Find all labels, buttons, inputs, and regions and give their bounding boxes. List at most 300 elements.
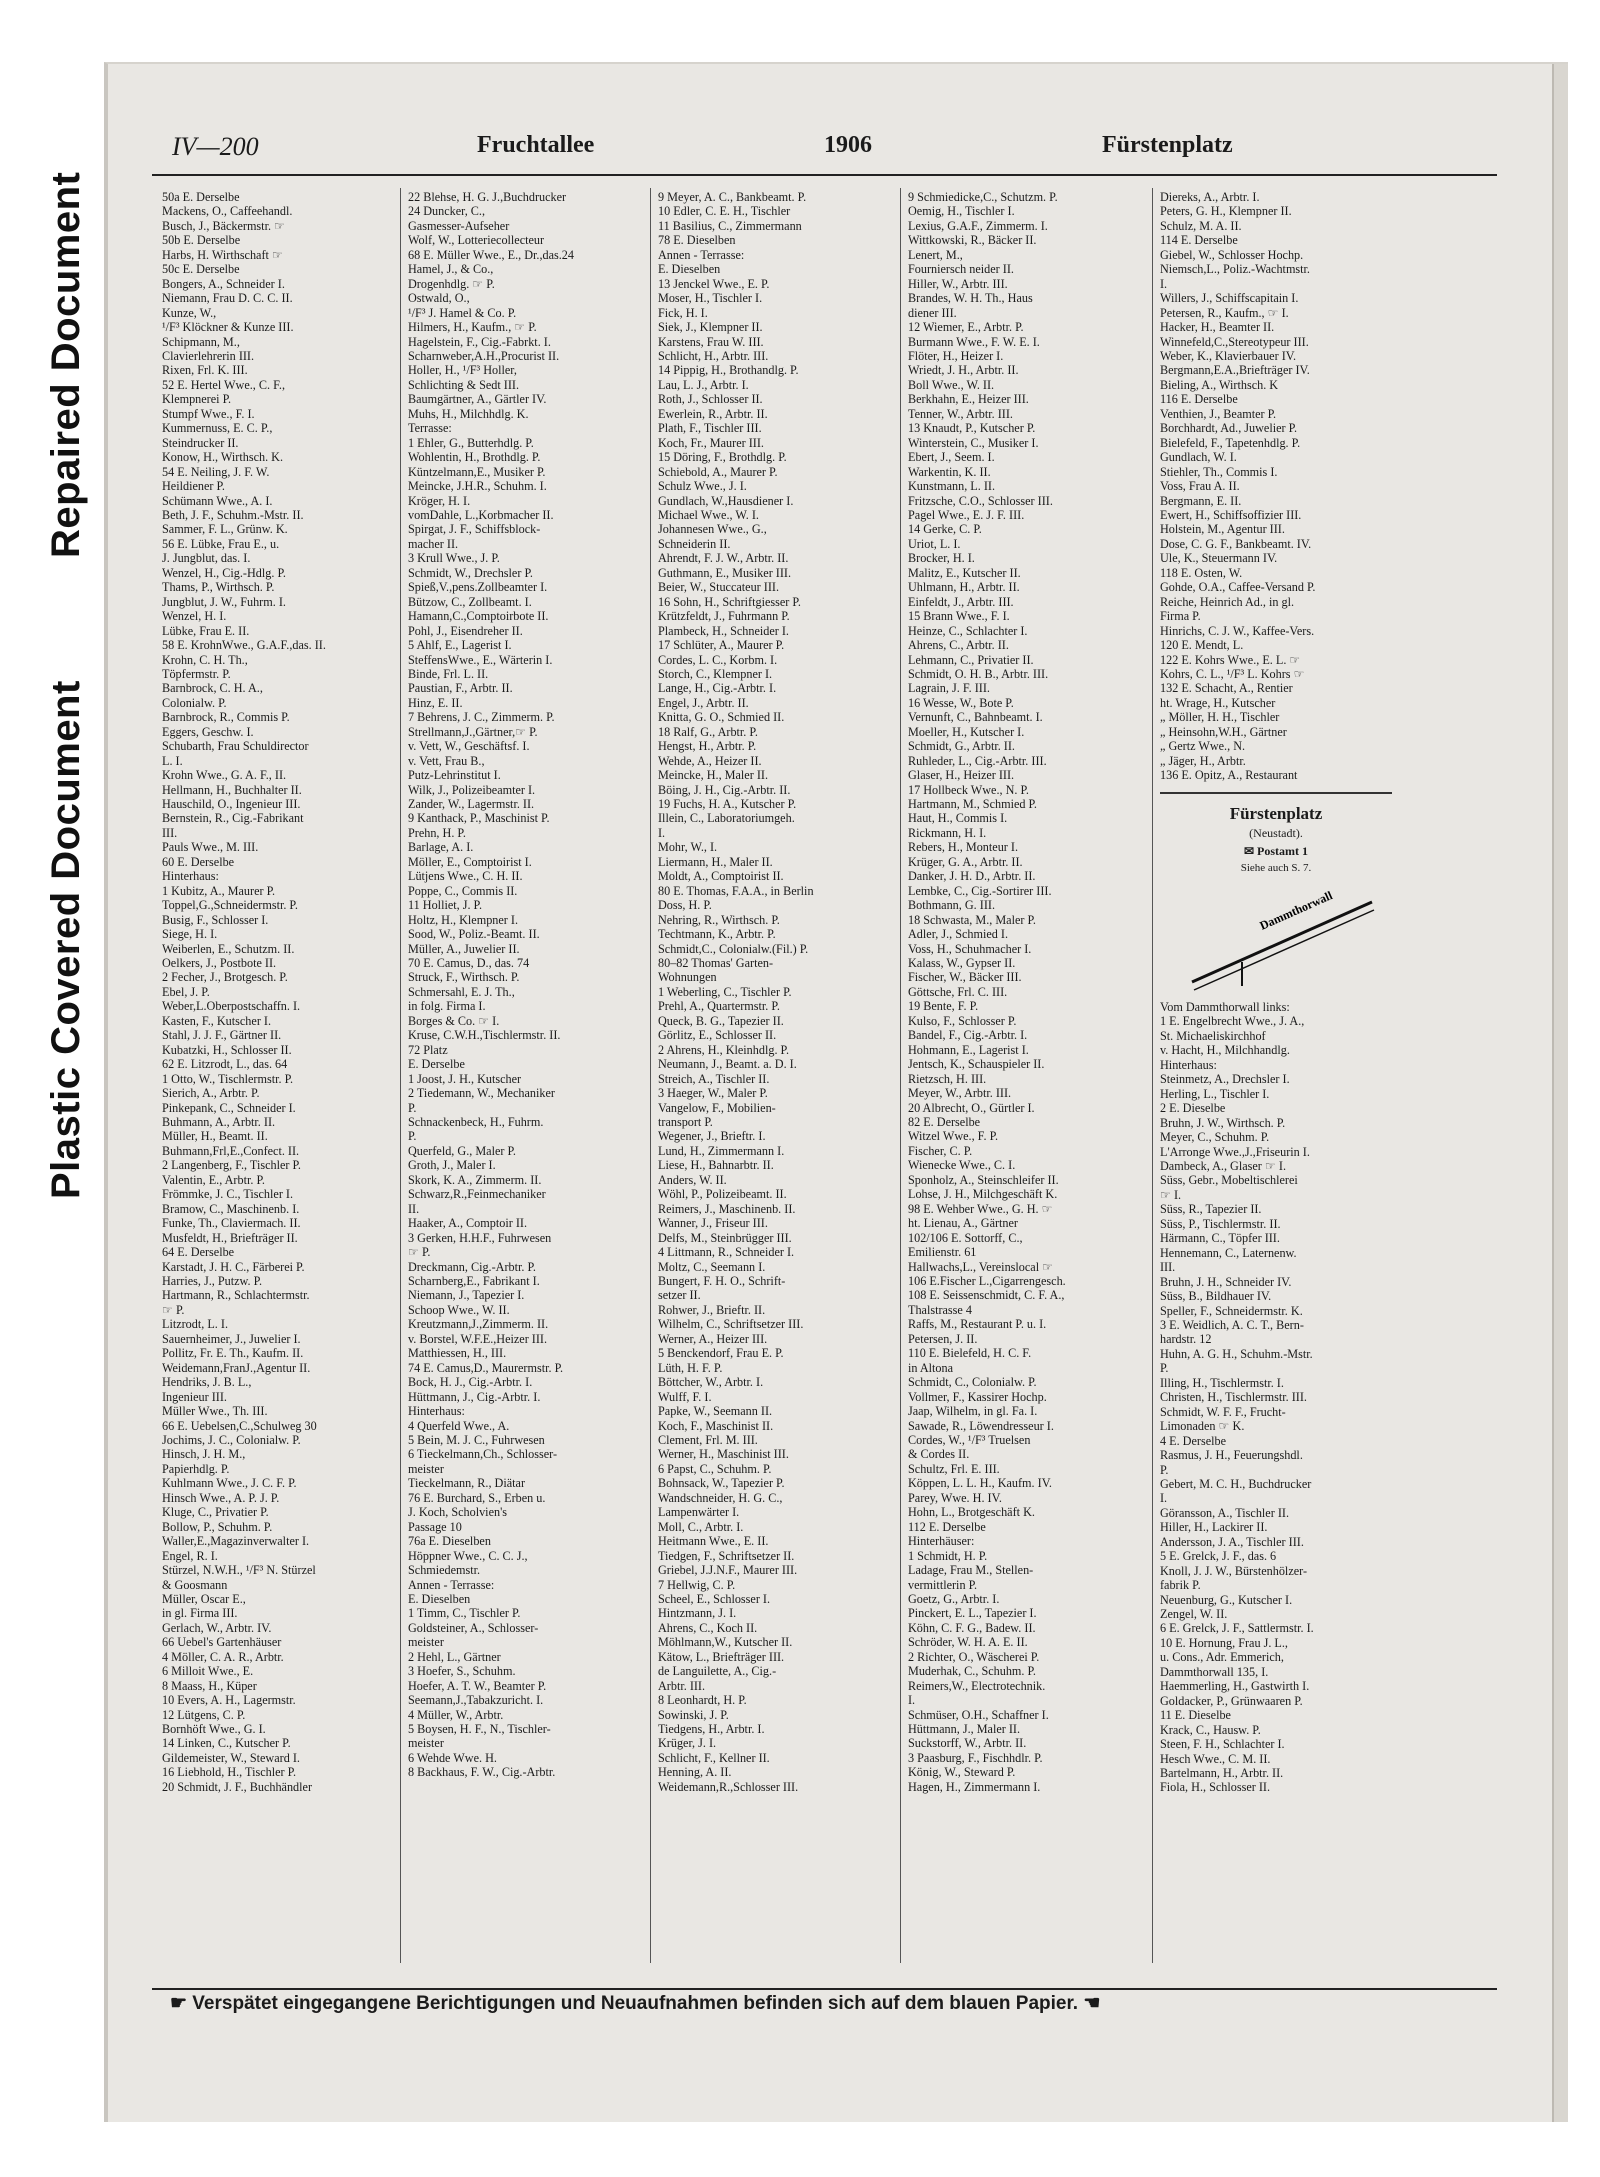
directory-entry: Knoll, J. J. W., Bürstenhölzer-	[1160, 1563, 1308, 1578]
directory-entry: Scharnberg,E., Fabrikant I.	[408, 1273, 540, 1288]
directory-entry: SteffensWwe., E., Wärterin I.	[408, 652, 553, 667]
directory-entry: Cordes, L. C., Korbm. I.	[658, 652, 778, 667]
directory-entry: Klempnerei P.	[162, 392, 232, 407]
directory-entry: Parey, Wwe. H. IV.	[908, 1490, 1002, 1505]
directory-entry: 118 E. Osten, W.	[1160, 565, 1243, 580]
street-map-sketch	[1172, 882, 1382, 992]
directory-entry: Querfeld, G., Maler P.	[408, 1143, 516, 1158]
directory-entry: Illing, H., Tischlermstr. I.	[1160, 1375, 1284, 1390]
directory-entry: Emilienstr. 61	[908, 1245, 977, 1260]
directory-entry: III.	[1160, 1260, 1176, 1275]
directory-entry: Sierich, A., Arbtr. P.	[162, 1086, 260, 1101]
directory-entry: Kulso, F., Schlosser P.	[908, 1013, 1017, 1028]
directory-entry: Hinterhaus:	[1160, 1057, 1217, 1072]
directory-entry: I.	[1160, 1491, 1168, 1506]
directory-entry: 18 Ralf, G., Arbtr. P.	[658, 724, 758, 739]
directory-entry: Hohn, L., Brotgeschäft K.	[908, 1505, 1035, 1520]
directory-entry: Pauls Wwe., M. III.	[162, 840, 259, 855]
directory-entry: 16 Wesse, W., Bote P.	[908, 695, 1014, 710]
directory-entry: Paustian, F., Arbtr. II.	[408, 681, 513, 696]
directory-entry: Holtz, H., Klempner I.	[408, 912, 518, 927]
column-3	[658, 190, 898, 1794]
directory-entry: J. Jungblut, das. I.	[162, 551, 251, 566]
directory-entry: Hinterhäuser:	[908, 1534, 975, 1549]
directory-entry: Witzel Wwe., F. P.	[908, 1129, 999, 1144]
directory-entry: 6 E. Grelck, J. F., Sattlermstr. I.	[1160, 1621, 1314, 1636]
directory-entry: Rietzsch, H. III.	[908, 1071, 987, 1086]
directory-entry: Lange, H., Cig.-Arbtr. I.	[658, 681, 777, 696]
directory-entry: Zander, W., Lagermstr. II.	[408, 797, 535, 812]
directory-entry: Stiehler, Th., Commis I.	[1160, 464, 1278, 479]
directory-entry: Ahrens, C., Arbtr. II.	[908, 638, 1009, 653]
directory-entry: Liese, H., Bahnarbtr. II.	[658, 1158, 774, 1173]
directory-entry: setzer II.	[658, 1288, 701, 1303]
directory-entry: Andersson, J. A., Tischler III.	[1160, 1534, 1304, 1549]
directory-entry: 16 Sohn, H., Schriftgiesser P.	[658, 594, 801, 609]
directory-entry: Reimers, J., Maschinenb. II.	[658, 1201, 796, 1216]
directory-entry: 14 Pippig, H., Brothandlg. P.	[658, 363, 799, 378]
column-divider	[1152, 188, 1153, 1963]
directory-entry: 5 Benckendorf, Frau E. P.	[658, 1346, 784, 1361]
directory-entry: Hüttmann, J., Cig.-Arbtr. I.	[408, 1389, 541, 1404]
directory-entry: Hoefer, A. T. W., Beamter P.	[408, 1678, 547, 1693]
directory-entry: Hintzmann, J. I.	[658, 1606, 737, 1621]
directory-entry: 20 Albrecht, O., Gürtler I.	[908, 1100, 1035, 1115]
directory-entry: 2 Langenberg, F., Tischler P.	[162, 1158, 301, 1173]
directory-entry: hardstr. 12	[1160, 1332, 1212, 1347]
directory-entry: Boll Wwe., W. II.	[908, 377, 995, 392]
directory-entry: Bützow, C., Zollbeamt. I.	[408, 594, 532, 609]
directory-entry: Hiller, H., Lackirer II.	[1160, 1520, 1268, 1535]
directory-entry: Reiche, Heinrich Ad., in gl.	[1160, 594, 1295, 609]
directory-entry: Scharnweber,A.H.,Procurist II.	[408, 348, 560, 363]
directory-entry: Hiller, W., Arbtr. III.	[908, 276, 1008, 291]
directory-entry: Haaker, A., Comptoir II.	[408, 1216, 527, 1231]
directory-entry: Harries, J., Putzw. P.	[162, 1273, 263, 1288]
directory-entry: Schmidt, C., Colonialw. P.	[908, 1375, 1037, 1390]
directory-entry: Barnbrock, C. H. A.,	[162, 681, 263, 696]
directory-entry: 76 E. Burchard, S., Erben u.	[408, 1490, 546, 1505]
directory-entry: Venthien, J., Beamter P.	[1160, 406, 1277, 421]
directory-entry: P.	[408, 1100, 417, 1115]
directory-entry: Oelkers, J., Postbote II.	[162, 956, 277, 971]
directory-entry: Schneiderin II.	[658, 536, 731, 551]
directory-entry: Flöter, H., Heizer I.	[908, 348, 1004, 363]
directory-entry: Möhlmann,W., Kutscher II.	[658, 1635, 793, 1650]
directory-entry: Holler, H., ¹/F³ Holler,	[408, 363, 517, 378]
directory-entry: Wienecke Wwe., C. I.	[908, 1158, 1016, 1173]
directory-entry: Rohwer, J., Brieftr. II.	[658, 1302, 766, 1317]
directory-entry: Muhs, H., Milchhdlg. K.	[408, 406, 529, 421]
directory-entry: Bielefeld, F., Tapetenhdlg. P.	[1160, 435, 1301, 450]
directory-entry: Poppe, C., Commis II.	[408, 883, 518, 898]
directory-entry: 17 Schlüter, A., Maurer P.	[658, 638, 785, 653]
directory-entry: III.	[162, 825, 178, 840]
directory-entry: Schmüser, O.H., Schaffner I.	[908, 1707, 1049, 1722]
footer-rule	[152, 1988, 1497, 1990]
directory-entry: Peters, G. H., Klempner II.	[1160, 204, 1292, 219]
directory-entry: 50b E. Derselbe	[162, 233, 241, 248]
directory-entry: Skork, K. A., Zimmerm. II.	[408, 1172, 542, 1187]
directory-entry: Buhmann, A., Arbtr. II.	[162, 1115, 276, 1129]
directory-entry: Küntzelmann,E., Musiker P.	[408, 464, 546, 479]
directory-entry: 8 Leonhardt, H. P.	[658, 1693, 747, 1708]
directory-entry: Schulz, M. A. II.	[1160, 218, 1242, 233]
directory-entry: Höppner Wwe., C. C. J.,	[408, 1548, 528, 1563]
directory-entry: Kruse, C.W.H.,Tischlermstr. II.	[408, 1028, 561, 1043]
directory-entry: Brocker, H. I.	[908, 551, 975, 566]
directory-entry: Rixen, Frl. K. III.	[162, 363, 248, 378]
directory-entry: Wenzel, H., Cig.-Hdlg. P.	[162, 565, 286, 580]
directory-entry: König, W., Steward P.	[908, 1765, 1016, 1780]
directory-entry: Binde, Frl. L. II.	[408, 666, 489, 681]
footer-notice: ☛ Verspätet eingegangene Berichtigungen und Neuaufnahmen befinden sich auf dem blauen Papier. ☚	[170, 1993, 1101, 2014]
directory-entry: Illein, C., Laboratoriumgeh.	[658, 811, 795, 826]
directory-entry: Steindrucker II.	[162, 435, 239, 450]
directory-entry: 2 E. Dieselbe	[1160, 1101, 1226, 1116]
directory-entry: 122 E. Kohrs Wwe., E. L. ☞	[1160, 652, 1301, 667]
directory-entry: P.	[408, 1129, 417, 1144]
directory-entry: Lütjens Wwe., C. H. II.	[408, 869, 523, 884]
directory-entry: Wegener, J., Brieftr. I.	[658, 1129, 766, 1144]
directory-entry: Haut, H., Commis I.	[908, 811, 1008, 826]
directory-entry: Knitta, G. O., Schmied II.	[658, 710, 785, 725]
directory-entry: Speller, F., Schneidermstr. K.	[1160, 1303, 1303, 1318]
directory-entry: Dose, C. G. F., Bankbeamt. IV.	[1160, 536, 1312, 551]
column-2	[408, 190, 646, 1780]
directory-entry: Töpfermstr. P.	[162, 666, 231, 681]
directory-entry: Tenner, W., Arbtr. III.	[908, 406, 1013, 421]
directory-entry: Fischer, C. P.	[908, 1143, 973, 1158]
directory-entry: I.	[908, 1693, 916, 1708]
directory-entry: Ahrens, C., Koch II.	[658, 1620, 758, 1635]
directory-entry: Vom Dammthorwall links:	[1160, 1000, 1290, 1014]
directory-entry: Schmidt, W. F. F., Frucht-	[1160, 1404, 1286, 1419]
directory-entry: Neuenburg, G., Kutscher I.	[1160, 1592, 1293, 1607]
directory-entry: Sponholz, A., Steinschleifer II.	[908, 1172, 1059, 1187]
directory-entry: meister	[408, 1635, 444, 1650]
directory-entry: Passage 10	[408, 1519, 462, 1534]
directory-entry: Müller, Oscar E.,	[162, 1591, 246, 1606]
directory-entry: 3 Gerken, H.H.F., Fuhrwesen	[408, 1230, 552, 1245]
directory-entry: Glaser, H., Heizer III.	[908, 768, 1015, 783]
directory-entry: L'Arronge Wwe.,J.,Friseurin I.	[1160, 1144, 1310, 1159]
directory-entry: diener III.	[908, 305, 957, 320]
directory-entry: Lübke, Frau E. II.	[162, 623, 250, 638]
directory-entry: Rebers, H., Monteur I.	[908, 840, 1019, 855]
directory-entry: 66 E. Uebelsen,C.,Schulweg 30	[162, 1418, 317, 1433]
directory-entry: Terrasse:	[408, 421, 452, 436]
directory-entry: & Cordes II.	[908, 1447, 970, 1462]
directory-entry: Beier, W., Stuccateur III.	[658, 580, 780, 595]
directory-entry: Müller Wwe., Th. III.	[162, 1404, 268, 1419]
directory-entry: Dambeck, A., Glaser ☞ I.	[1160, 1158, 1286, 1173]
directory-entry: I.	[658, 825, 666, 840]
directory-entry: Borges & Co. ☞ I.	[408, 1013, 500, 1028]
directory-entry: Hinrichs, C. J. W., Kaffee-Vers.	[1160, 623, 1315, 638]
directory-entry: Bernstein, R., Cig.-Fabrikant	[162, 811, 304, 826]
directory-entry: Ule, K., Steuermann IV.	[1160, 551, 1278, 566]
directory-entry: Goetz, G., Arbtr. I.	[908, 1591, 1000, 1606]
directory-entry: Weber, K., Klavierbauer IV.	[1160, 348, 1297, 363]
place-box-title: Fürstenplatz	[1229, 804, 1323, 823]
directory-entry: macher II.	[408, 536, 459, 551]
directory-entry: Henning, A. II.	[658, 1765, 732, 1780]
directory-entry: Niemann, Frau D. C. C. II.	[162, 291, 293, 306]
directory-entry: Schmersahl, E. J. Th.,	[408, 984, 515, 999]
directory-entry: Kunze, W.,	[162, 305, 217, 320]
directory-entry: E. Dieselben	[408, 1591, 471, 1606]
directory-entry: 15 Döring, F., Brothdlg. P.	[658, 450, 787, 465]
directory-entry: Görlitz, E., Schlosser II.	[658, 1028, 777, 1043]
directory-entry: Petersen, J. II.	[908, 1331, 978, 1346]
directory-entry: Goldsteiner, A., Schlosser-	[408, 1620, 539, 1635]
directory-entry: 1 Timm, C., Tischler P.	[408, 1606, 521, 1621]
directory-entry: Delfs, M., Steinbrügger III.	[658, 1230, 792, 1245]
directory-entry: 1 Weberling, C., Tischler P.	[658, 984, 792, 999]
directory-entry: Wohnungen	[658, 970, 717, 985]
directory-entry: Bruhn, J. H., Schneider IV.	[1160, 1274, 1292, 1289]
directory-entry: Schipmann, M.,	[162, 334, 240, 349]
directory-entry: Moeller, H., Kutscher I.	[908, 724, 1025, 739]
directory-entry: Jaap, Wilhelm, in gl. Fa. I.	[908, 1404, 1038, 1419]
directory-entry: Michael Wwe., W. I.	[658, 507, 759, 522]
directory-entry: Bieling, A., Wirthsch. K	[1160, 377, 1279, 392]
directory-entry: ☞ P.	[162, 1302, 185, 1317]
directory-entry: „ Heinsohn,W.H., Gärtner	[1160, 724, 1287, 739]
directory-entry: Hesch Wwe., C. M. II.	[1160, 1751, 1271, 1766]
directory-entry: Firma P.	[1160, 609, 1201, 624]
directory-entry: Matthiessen, H., III.	[408, 1346, 507, 1361]
directory-entry: 4 Müller, W., Arbtr.	[408, 1707, 504, 1722]
directory-entry: Krack, C., Hausw. P.	[1160, 1722, 1261, 1737]
directory-entry: Wittkowski, R., Bäcker II.	[908, 233, 1037, 248]
plastic-covered-label: Plastic Covered Document	[44, 680, 88, 1200]
directory-entry: Lund, H., Zimmermann I.	[658, 1143, 785, 1158]
directory-entry: Schümann Wwe., A. I.	[162, 493, 273, 508]
directory-entry: II.	[408, 1201, 420, 1216]
directory-entry: Sauernheimer, J., Juwelier I.	[162, 1331, 301, 1346]
directory-entry: Krohn, C. H. Th.,	[162, 652, 248, 667]
directory-entry: Muderhak, C., Schuhm. P.	[908, 1664, 1036, 1679]
directory-entry: Stahl, J. J. F., Gärtner II.	[162, 1028, 282, 1043]
directory-entry: Weiberlen, E., Schutzm. II.	[162, 941, 295, 956]
column-divider	[400, 188, 401, 1963]
directory-entry: ht. Wrage, H., Kutscher	[1160, 695, 1276, 710]
directory-entry: Fiola, H., Schlosser II.	[1160, 1780, 1271, 1795]
column-1	[162, 190, 397, 1794]
directory-entry: Müller, H., Beamt. II.	[162, 1129, 268, 1144]
directory-entry: Hinterhaus:	[408, 1404, 465, 1419]
directory-entry: Süss, P., Tischlermstr. II.	[1160, 1216, 1281, 1231]
directory-entry: u. Cons., Adr. Emmerich,	[1160, 1650, 1284, 1665]
directory-entry: Hauschild, O., Ingenieur III.	[162, 797, 301, 812]
directory-entry: Hellmann, H., Buchhalter II.	[162, 782, 302, 797]
directory-entry: Baumgärtner, A., Gärtler IV.	[408, 392, 547, 407]
directory-entry: Vollmer, F., Kassirer Hochp.	[908, 1389, 1047, 1404]
directory-entry: Mohr, W., I.	[658, 840, 718, 855]
directory-entry: Dreckmann, Cig.-Arbtr. P.	[408, 1259, 536, 1274]
directory-entry: 70 E. Camus, D., das. 74	[408, 956, 530, 971]
directory-entry: Kubatzki, H., Schlosser II.	[162, 1042, 292, 1057]
directory-entry: Steen, F. H., Schlachter I.	[1160, 1737, 1285, 1752]
directory-entry: 19 Fuchs, H. A., Kutscher P.	[658, 797, 797, 812]
directory-entry: „ Möller, H. H., Tischler	[1160, 710, 1280, 725]
directory-entry: Busig, F., Schlosser I.	[162, 912, 269, 927]
directory-entry: Heinze, C., Schlachter I.	[908, 623, 1028, 638]
directory-entry: Bruhn, J. W., Wirthsch. P.	[1160, 1115, 1286, 1130]
directory-entry: Wöhl, P., Polizeibeamt. II.	[658, 1187, 787, 1202]
directory-entry: Griebel, J.J.N.F., Maurer III.	[658, 1563, 798, 1578]
directory-entry: Uhlmann, H., Arbtr. II.	[908, 580, 1020, 595]
directory-entry: Bramow, C., Maschinenb. I.	[162, 1201, 300, 1216]
directory-entry: 52 E. Hertel Wwe., C. F.,	[162, 377, 286, 392]
directory-entry: Gildemeister, W., Steward I.	[162, 1750, 300, 1765]
directory-entry: Moll, C., Arbtr. I.	[658, 1519, 744, 1534]
directory-entry: 98 E. Wehber Wwe., G. H. ☞	[908, 1201, 1053, 1216]
directory-entry: Brandes, W. H. Th., Haus	[908, 291, 1033, 306]
directory-entry: Berkhahn, E., Heizer III.	[908, 392, 1029, 407]
directory-entry: Hendriks, J. B. L.,	[162, 1375, 252, 1390]
directory-entry: Meyer, C., Schuhm. P.	[1160, 1130, 1270, 1145]
directory-entry: 1 Kubitz, A., Maurer P.	[162, 883, 276, 898]
directory-entry: Weidemann,FranJ.,Agentur II.	[162, 1360, 311, 1375]
directory-entry: Lagrain, J. F. III.	[908, 681, 990, 696]
directory-entry: transport P.	[658, 1115, 713, 1129]
directory-entry: Lexius, G.A.F., Zimmerm. I.	[908, 218, 1048, 233]
directory-entry: Wilhelm, C., Schriftsetzer III.	[658, 1317, 804, 1332]
directory-entry: Winterstein, C., Musiker I.	[908, 435, 1039, 450]
directory-entry: Koch, F., Maschinist II.	[658, 1418, 774, 1433]
directory-entry: Kätow, L., Briefträger III.	[658, 1649, 785, 1664]
directory-entry: 80–82 Thomas' Garten-	[658, 956, 774, 971]
directory-entry: 6 Tieckelmann,Ch., Schlosser-	[408, 1447, 558, 1462]
directory-entry: Clement, Frl. M. III.	[658, 1432, 758, 1447]
directory-entry: Papierhdlg. P.	[162, 1461, 230, 1476]
directory-entry: Meincke, J.H.R., Schuhm. I.	[408, 479, 547, 494]
directory-entry: Funke, Th., Claviermach. II.	[162, 1216, 301, 1231]
page-number: IV—200	[172, 132, 259, 161]
directory-entry: in folg. Firma I.	[408, 999, 486, 1014]
directory-entry: Valentin, E., Arbtr. P.	[162, 1172, 265, 1187]
directory-entry: Schlicht, F., Kellner II.	[658, 1750, 770, 1765]
directory-entry: Ostwald, O.,	[408, 291, 470, 306]
directory-entry: 7 Hellwig, C. P.	[658, 1577, 736, 1592]
directory-entry: Storch, C., Klempner I.	[658, 666, 773, 681]
directory-entry: Wohlentin, H., Brothdlg. P.	[408, 450, 541, 465]
directory-entry: Lenert, M.,	[908, 247, 963, 262]
directory-entry: Hinterhaus:	[162, 869, 219, 884]
directory-entry: Bandel, F., Cig.-Arbtr. I.	[908, 1028, 1028, 1043]
directory-entry: Haemmerling, H., Gastwirth I.	[1160, 1679, 1310, 1694]
directory-entry: Krüger, G. A., Arbtr. II.	[908, 854, 1023, 869]
directory-entry: Wriedt, J. H., Arbtr. II.	[908, 363, 1019, 378]
directory-entry: 74 E. Camus,D., Maurermstr. P.	[408, 1360, 564, 1375]
directory-entry: Pollitz, Fr. E. Th., Kaufm. II.	[162, 1346, 304, 1361]
directory-entry: 18 Schwasta, M., Maler P.	[908, 912, 1036, 927]
directory-entry: Weber,L.Oberpostschaffn. I.	[162, 999, 301, 1014]
directory-entry: Vernunft, C., Bahnbeamt. I.	[908, 710, 1043, 725]
section-rule	[1160, 792, 1392, 794]
directory-entry: 24 Duncker, C.,	[408, 204, 486, 219]
directory-entry: Ebel, J. P.	[162, 984, 210, 999]
directory-entry: I.	[1160, 276, 1168, 291]
directory-entry: 116 E. Derselbe	[1160, 392, 1238, 407]
directory-entry: Sood, W., Poliz.-Beamt. II.	[408, 927, 540, 942]
directory-entry: 76a E. Dieselben	[408, 1534, 491, 1549]
directory-entry: P.	[1160, 1462, 1169, 1477]
directory-entry: 1 Otto, W., Tischlermstr. P.	[162, 1071, 294, 1086]
year-heading: 1906	[824, 132, 872, 158]
place-heading: Fürstenplatz	[1102, 132, 1233, 158]
directory-entry: Böing, J. H., Cig.-Arbtr. II.	[658, 782, 791, 797]
directory-entry: Gohde, O.A., Caffee-Versand P.	[1160, 580, 1316, 595]
directory-entry: Malitz, E., Kutscher II.	[908, 565, 1021, 580]
directory-entry: Hinsch, J. H. M.,	[162, 1447, 246, 1462]
directory-entry: 62 E. Litzrodt, L., das. 64	[162, 1057, 288, 1072]
directory-entry: Bergmann, E. II.	[1160, 493, 1242, 508]
directory-entry: Doss, H. P.	[658, 898, 712, 913]
directory-entry: Ingenieur III.	[162, 1389, 227, 1404]
directory-entry: 5 E. Grelck, J. F., das. 6	[1160, 1549, 1277, 1564]
directory-entry: 11 Basilius, C., Zimmermann	[658, 218, 802, 233]
directory-entry: Buhmann,Frl,E.,Confect. II.	[162, 1143, 300, 1158]
directory-entry: Mackens, O., Caffeehandl.	[162, 204, 293, 219]
directory-entry: Waller,E.,Magazinverwalter I.	[162, 1534, 310, 1549]
directory-entry: Arbtr. III.	[658, 1678, 706, 1693]
directory-entry: Böttcher, W., Arbtr. I.	[658, 1375, 764, 1390]
directory-entry: Bothmann, G. III.	[908, 898, 995, 913]
directory-entry: 17 Hollbeck Wwe., N. P.	[908, 782, 1029, 797]
directory-entry: Schlichting & Sedt III.	[408, 377, 520, 392]
directory-entry: Wilk, J., Polizeibeamter I.	[408, 782, 536, 797]
directory-entry: 14 Gerke, C. P.	[908, 522, 982, 537]
directory-entry: Kunstmann, L. II.	[908, 479, 995, 494]
directory-entry: Wulff, F. I.	[658, 1389, 712, 1404]
directory-entry: Heitmann Wwe., E. II.	[658, 1534, 769, 1549]
directory-entry: Göttsche, Frl. C. III.	[908, 984, 1008, 999]
directory-entry: Köppen, L. L. H., Kaufm. IV.	[908, 1476, 1052, 1491]
directory-entry: Willers, J., Schiffscapitain I.	[1160, 291, 1299, 306]
directory-entry: Schiebold, A., Maurer P.	[658, 464, 778, 479]
directory-entry: Oemig, H., Tischler I.	[908, 204, 1015, 219]
page-edge	[1552, 64, 1568, 2122]
directory-entry: ht. Lienau, A., Gärtner	[908, 1216, 1018, 1231]
header-rule	[152, 174, 1497, 176]
directory-entry: Sowinski, J. P.	[658, 1707, 729, 1722]
directory-entry: 14 Linken, C., Kutscher P.	[162, 1736, 291, 1751]
directory-entry: 11 Holliet, J. P.	[408, 898, 483, 913]
directory-entry: 7 Behrens, J. C., Zimmerm. P.	[408, 710, 555, 725]
directory-entry: Pagel Wwe., E. J. F. III.	[908, 507, 1025, 522]
directory-entry: Goldacker, P., Grünwaaren P.	[1160, 1693, 1303, 1708]
directory-entry: Wehde, A., Heizer II.	[658, 753, 762, 768]
directory-entry: Spieß,V.,pens.Zollbeamter I.	[408, 580, 548, 595]
directory-entry: Pinckert, E. L., Tapezier I.	[908, 1606, 1037, 1621]
directory-entry: Spirgat, J. F., Schiffsblock-	[408, 522, 541, 537]
directory-entry: Plath, F., Tischler III.	[658, 421, 762, 436]
directory-entry: Gasmesser-Aufseher	[408, 218, 510, 233]
directory-entry: Jochims, J. C., Colonialw. P.	[162, 1432, 301, 1447]
directory-entry: Bohnsack, W., Tapezier P.	[658, 1476, 785, 1491]
directory-entry: E. Derselbe	[408, 1057, 465, 1072]
directory-entry: Ewerlein, R., Arbtr. II.	[658, 406, 768, 421]
directory-entry: 3 Hoefer, S., Schuhm.	[408, 1664, 516, 1679]
directory-entry: 102/106 E. Sottorff, C.,	[908, 1230, 1023, 1245]
directory-entry: Fritzsche, C.O., Schlosser III.	[908, 493, 1053, 508]
directory-entry: v. Vett, Frau B.,	[408, 753, 485, 768]
directory-entry: Hengst, H., Arbtr. P.	[658, 739, 757, 754]
